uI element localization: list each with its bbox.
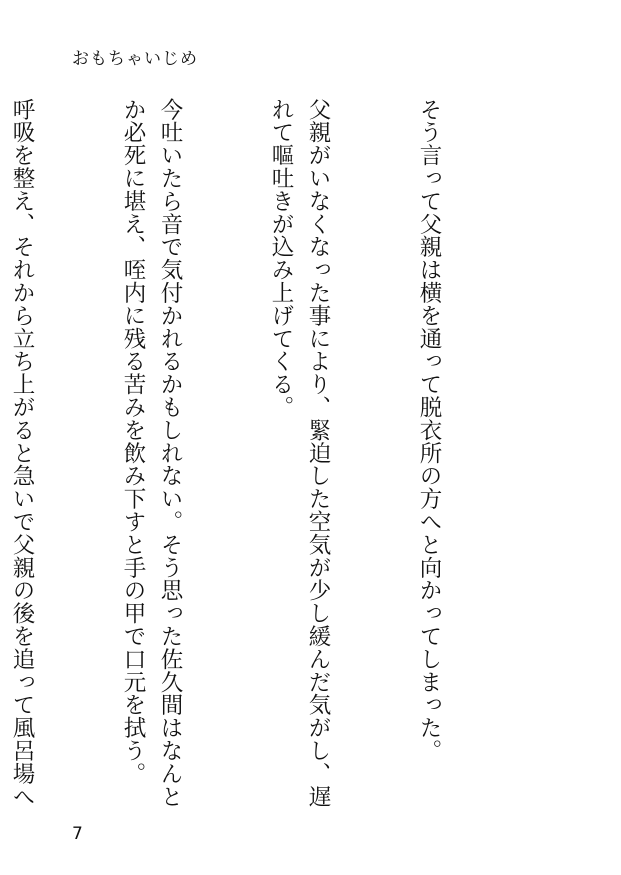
page-number: 7 (72, 824, 83, 844)
running-title: おもちゃいじめ (72, 49, 198, 69)
body-text (0, 98, 521, 818)
paragraph: 今吐いたら音で気付かれるかもしれない。そう思った佐久間はなんとか必死に堪え、咥内に残る苦みを飲み下すと手の甲で口元を拭う。 (120, 98, 183, 808)
paragraph: 父親がいなくなった事により、緊迫した空気が少し緩んだ気がし、遅れて嘔吐きが込み上げてくる。 (268, 98, 331, 808)
paragraph: そう言って父親は横を通って脱衣所の方へと向かってしまった。 (416, 98, 442, 763)
paragraph: 呼吸を整え、それから立ち上がると急いで父親の後を追って風呂場へ (9, 98, 35, 808)
